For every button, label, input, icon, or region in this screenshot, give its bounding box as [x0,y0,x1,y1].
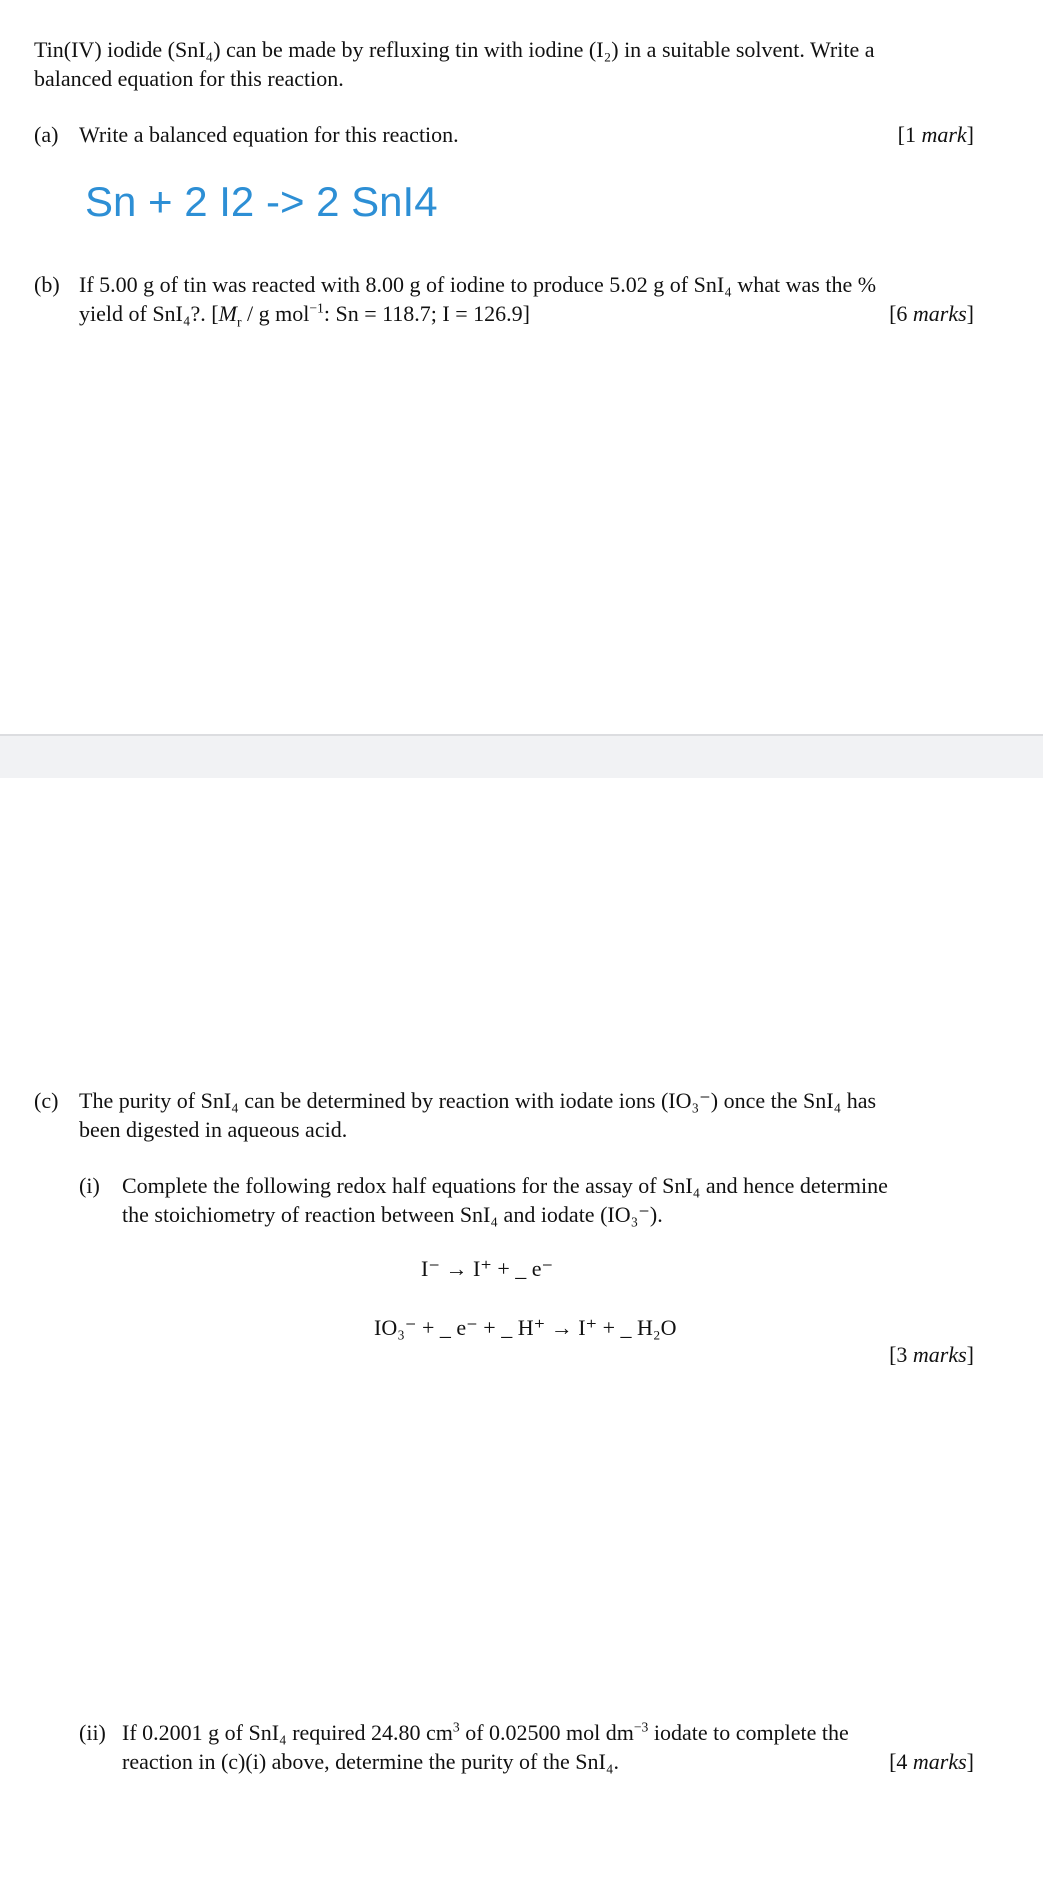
part-c-i-line-1: Complete the following redox half equations for the assay of SnI₄ and hence determine [122,1173,888,1198]
part-c-i-label: (i) [79,1173,100,1198]
part-b-marks: [6 marks] [889,301,974,326]
part-c-ii-line-1: If 0.2001 g of SnI₄ required 24.80 $cm^3$ of 0.02500 mol $dm^{-3}$ iodate to complete the [122,1719,849,1745]
half-equation-1: I⁻ → I⁺ + _ e⁻ [421,1256,554,1281]
part-c-i-line-2: the stoichiometry of reaction between SnI₄ and iodate (IO₃⁻). [122,1202,663,1227]
part-b-label: (b) [34,272,60,297]
part-a-question: Write a balanced equation for this reaction. [79,122,459,147]
part-c-label: (c) [34,1088,59,1113]
part-c-line-1: The purity of SnI₄ can be determined by reaction with iodate ions (IO₃⁻) once the SnI₄ has [79,1088,877,1113]
part-c-line-2: been digested in aqueous acid. [79,1117,348,1142]
page-separator [0,734,1043,778]
part-a-answer: Sn + 2 I2 -> 2 SnI4 [85,178,438,225]
part-a-label: (a) [34,122,59,147]
part-b-line-2: yield of SnI₄?. [$M_r$ / g mol$^{-1}$: Sn = 118.7; I = 126.9] [79,300,530,330]
part-c-ii-label: (ii) [79,1720,106,1745]
intro-line-1: Tin(IV) iodide (SnI₄) can be made by refluxing tin with iodine (I₂) in a suitable solvent. Write a [34,37,875,62]
part-c-ii-line-2: reaction in (c)(i) above, determine the purity of the SnI₄. [122,1749,619,1774]
part-c-i-marks: [3 marks] [889,1342,974,1367]
half-equation-2: IO₃⁻ + _ e⁻ + _ H⁺ → I⁺ + _ H₂O [374,1315,677,1340]
part-b-line-1: If 5.00 g of tin was reacted with 8.00 g of iodine to produce 5.02 g of SnI₄ what was the % [79,272,877,297]
intro-line-2: balanced equation for this reaction. [34,66,344,91]
part-a-marks: [1 mark] [897,122,974,147]
part-c-ii-marks: [4 marks] [889,1749,974,1774]
